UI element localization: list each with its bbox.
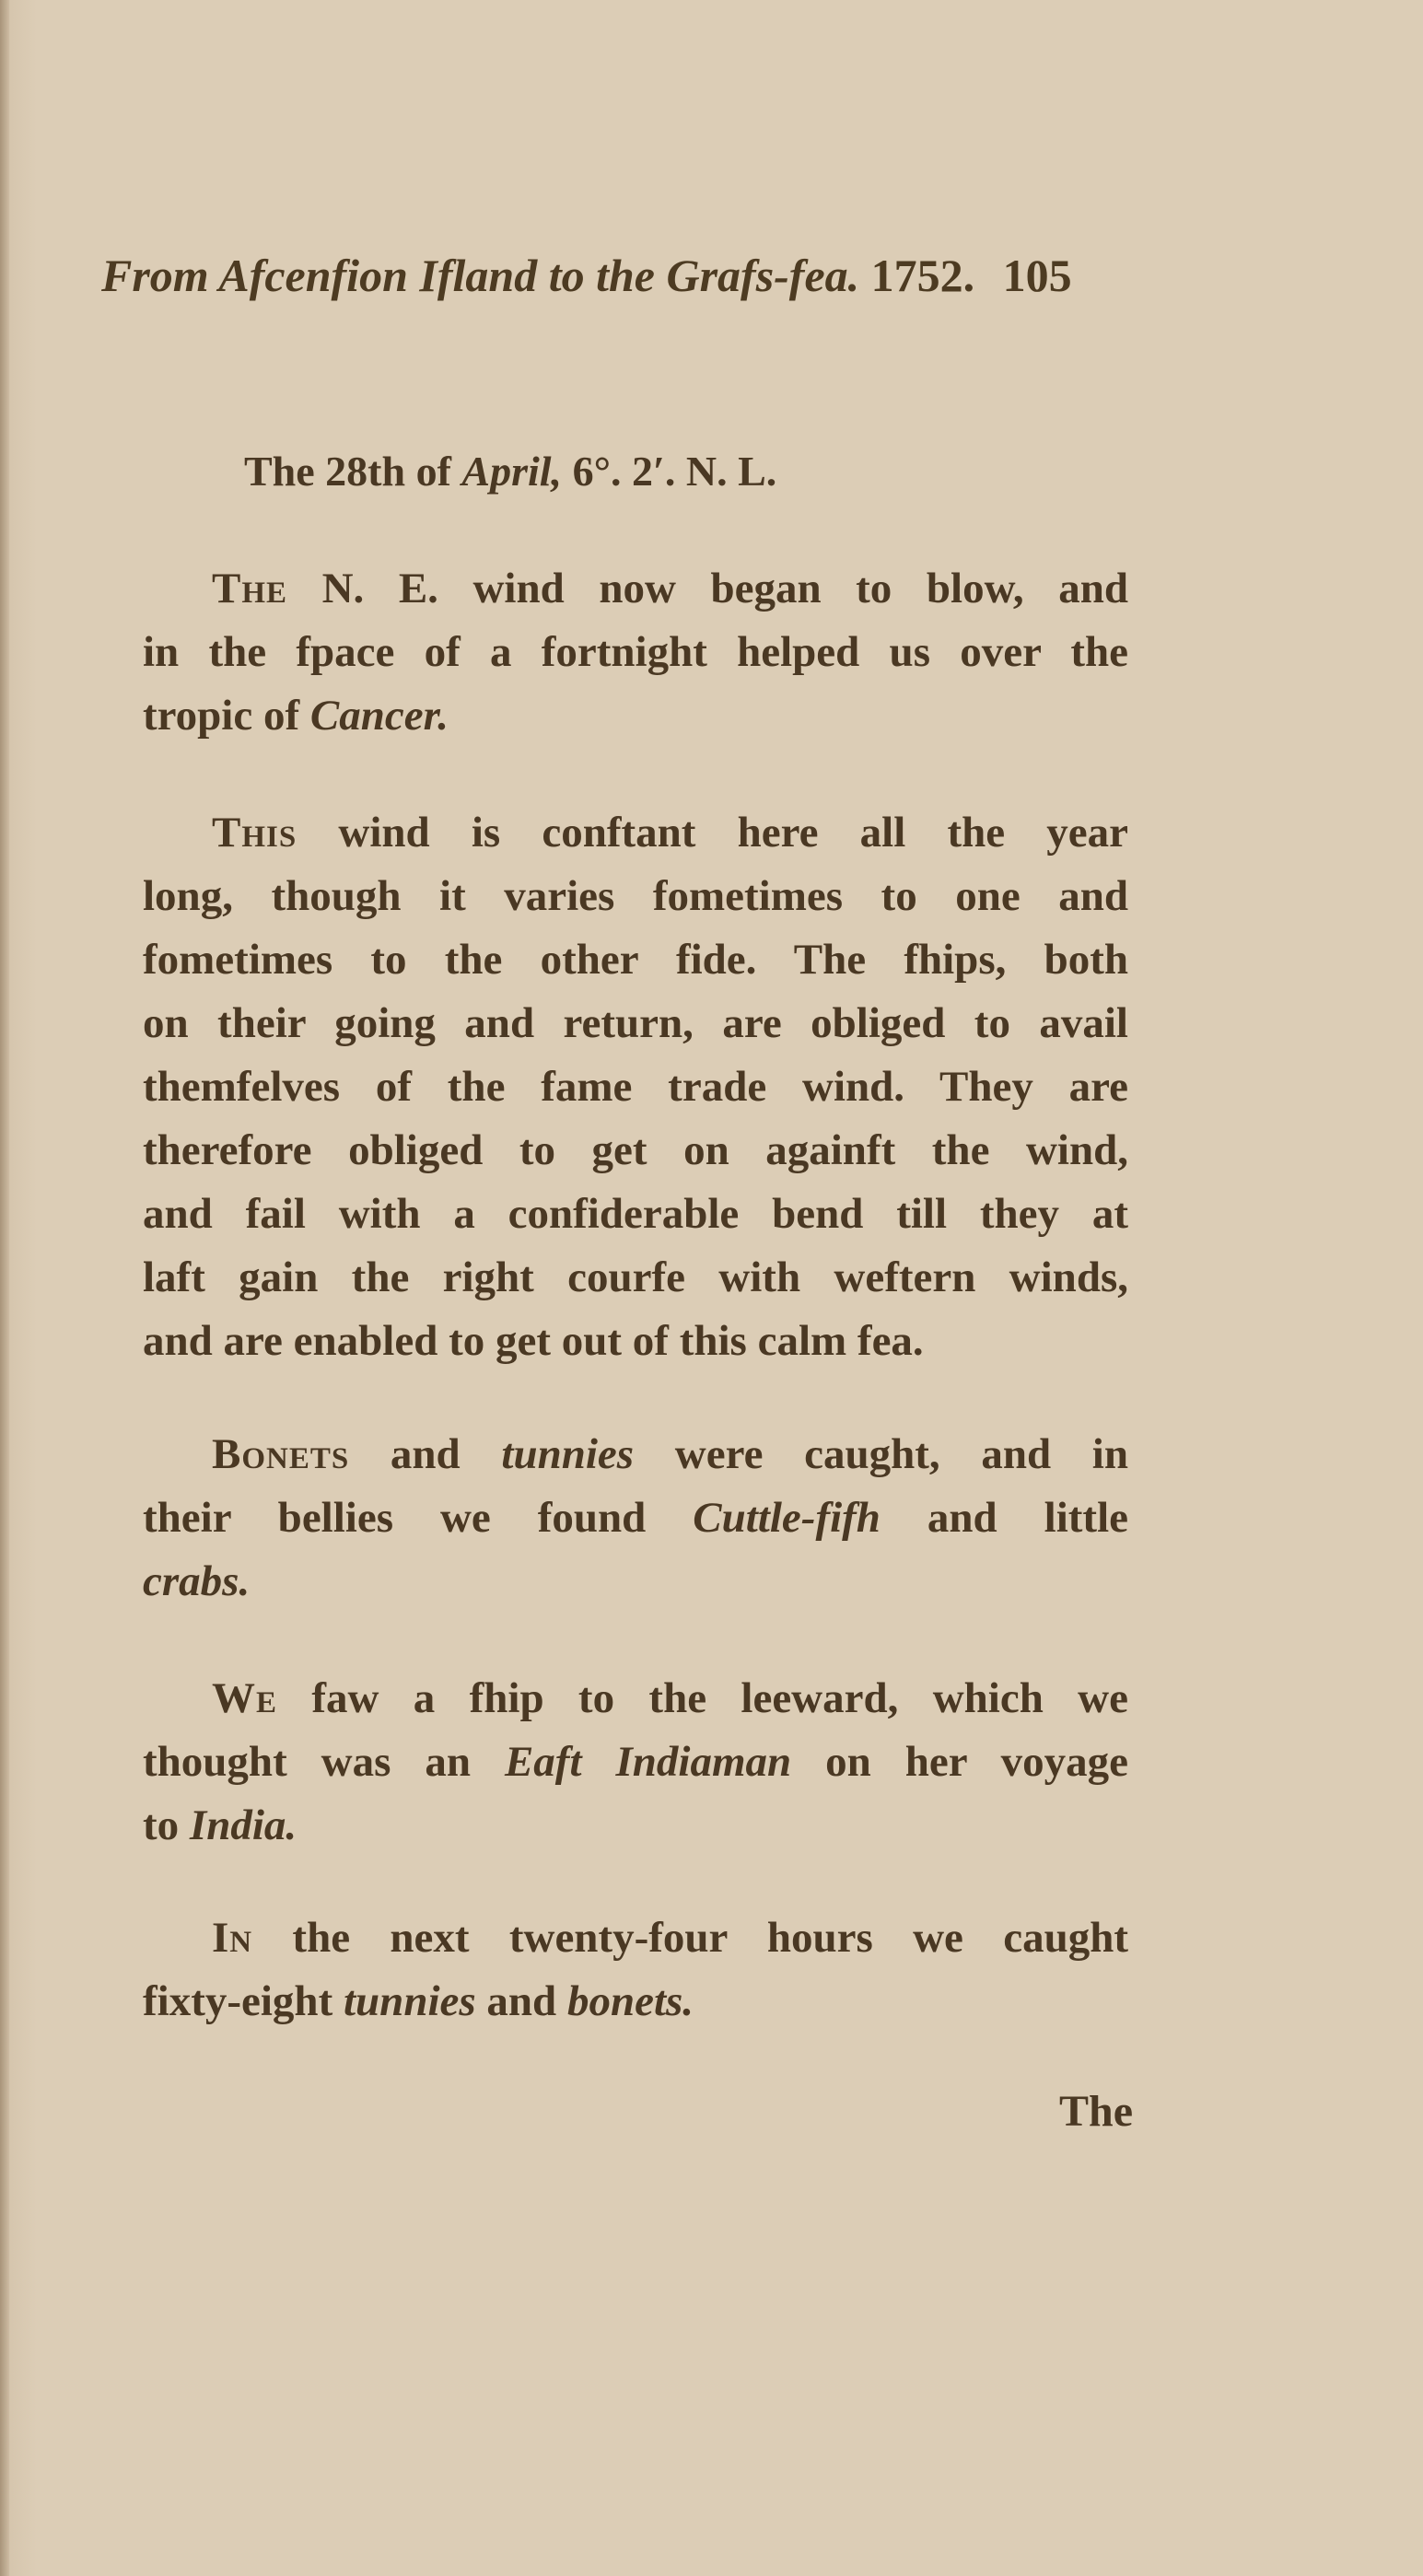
- italic-text: India.: [189, 1801, 297, 1849]
- paragraph-2: [143, 801, 1128, 1373]
- text-line: [143, 684, 1128, 748]
- text-line: [143, 928, 1128, 992]
- paragraph-4: [143, 1667, 1128, 1858]
- dateline-heading: [244, 447, 776, 495]
- line-text: on her voyage: [791, 1738, 1129, 1786]
- text-line: [143, 992, 1128, 1055]
- line-text: therefore obliged to get on againft the wind,: [143, 1126, 1128, 1174]
- lead-word: In: [212, 1914, 253, 1962]
- text-line: [143, 1731, 1128, 1794]
- line-text: tropic of: [143, 692, 310, 740]
- running-head-title: From Afcenfion Ifland to the Grafs-fea.: [101, 250, 860, 301]
- line-text: and little: [880, 1494, 1128, 1542]
- lead-word: This: [212, 809, 297, 857]
- dateline-month: April,: [461, 448, 563, 495]
- italic-text: bonets.: [566, 1977, 694, 2025]
- line-text: and: [349, 1430, 502, 1478]
- line-text: to: [143, 1801, 190, 1849]
- italic-text: crabs.: [143, 1557, 251, 1605]
- page-gutter-edge: [0, 0, 9, 2576]
- paragraph-1: [143, 557, 1128, 748]
- line-text: in the fpace of a fortnight helped us over the: [143, 628, 1128, 676]
- text-line: [143, 1246, 1128, 1310]
- text-line: [143, 801, 1128, 865]
- paragraph-3: [143, 1423, 1128, 1614]
- line-text: their bellies we found: [143, 1494, 694, 1542]
- italic-text: Cancer.: [309, 692, 449, 740]
- italic-text: Cuttle-fifh: [693, 1494, 881, 1542]
- line-text: the next twenty-four hours we caught: [252, 1914, 1128, 1962]
- text-line: [143, 1119, 1128, 1183]
- line-text: on their going and return, are obliged to avail: [143, 999, 1128, 1047]
- lead-word: The: [212, 565, 288, 612]
- line-text: thought was an: [143, 1738, 505, 1786]
- italic-text: tunnies: [501, 1430, 635, 1478]
- line-text: fixty-eight: [143, 1977, 344, 2025]
- catchword: The: [1059, 2087, 1134, 2136]
- line-text: and fail with a confiderable bend till they at: [143, 1190, 1128, 1238]
- text-line: [143, 1794, 1128, 1858]
- line-text: wind is conftant here all the year: [297, 809, 1128, 857]
- lead-word: Bonets: [212, 1430, 350, 1478]
- line-text: faw a fhip to the leeward, which we: [277, 1674, 1128, 1722]
- line-text: themfelves of the fame trade wind. They are: [143, 1063, 1128, 1111]
- line-text: and: [475, 1977, 567, 2025]
- line-text: and are enabled to get out of this calm fea.: [143, 1317, 924, 1365]
- lead-word: We: [212, 1674, 278, 1722]
- text-line: [143, 1486, 1128, 1550]
- paragraph-5: [143, 1906, 1128, 2034]
- italic-text: tunnies: [343, 1977, 476, 2025]
- line-text: laft gain the right courfe with weftern winds,: [143, 1253, 1128, 1301]
- text-line: [143, 1667, 1128, 1731]
- line-text: long, though it varies fometimes to one and: [143, 872, 1128, 920]
- text-line: [143, 1970, 1128, 2034]
- line-text: fometimes to the other fide. The fhips, both: [143, 936, 1128, 984]
- text-line: [143, 1310, 1128, 1373]
- text-line: [143, 557, 1128, 621]
- dateline-prefix: The 28th of: [244, 448, 451, 495]
- text-line: [143, 1550, 1128, 1614]
- dateline-position: 6°. 2′. N. L.: [572, 448, 777, 495]
- italic-text: Eaft Indiaman: [504, 1738, 792, 1786]
- text-line: [143, 1183, 1128, 1246]
- text-line: [143, 865, 1128, 928]
- line-text: were caught, and in: [634, 1430, 1128, 1478]
- running-head: [101, 249, 1124, 302]
- line-text: N. E. wind now began to blow, and: [287, 565, 1128, 612]
- running-head-year: 1752.: [870, 250, 975, 301]
- text-line: [143, 1055, 1128, 1119]
- page-number: 105: [1002, 250, 1072, 301]
- text-line: [143, 1423, 1128, 1486]
- text-line: [143, 621, 1128, 684]
- text-line: [143, 1906, 1128, 1970]
